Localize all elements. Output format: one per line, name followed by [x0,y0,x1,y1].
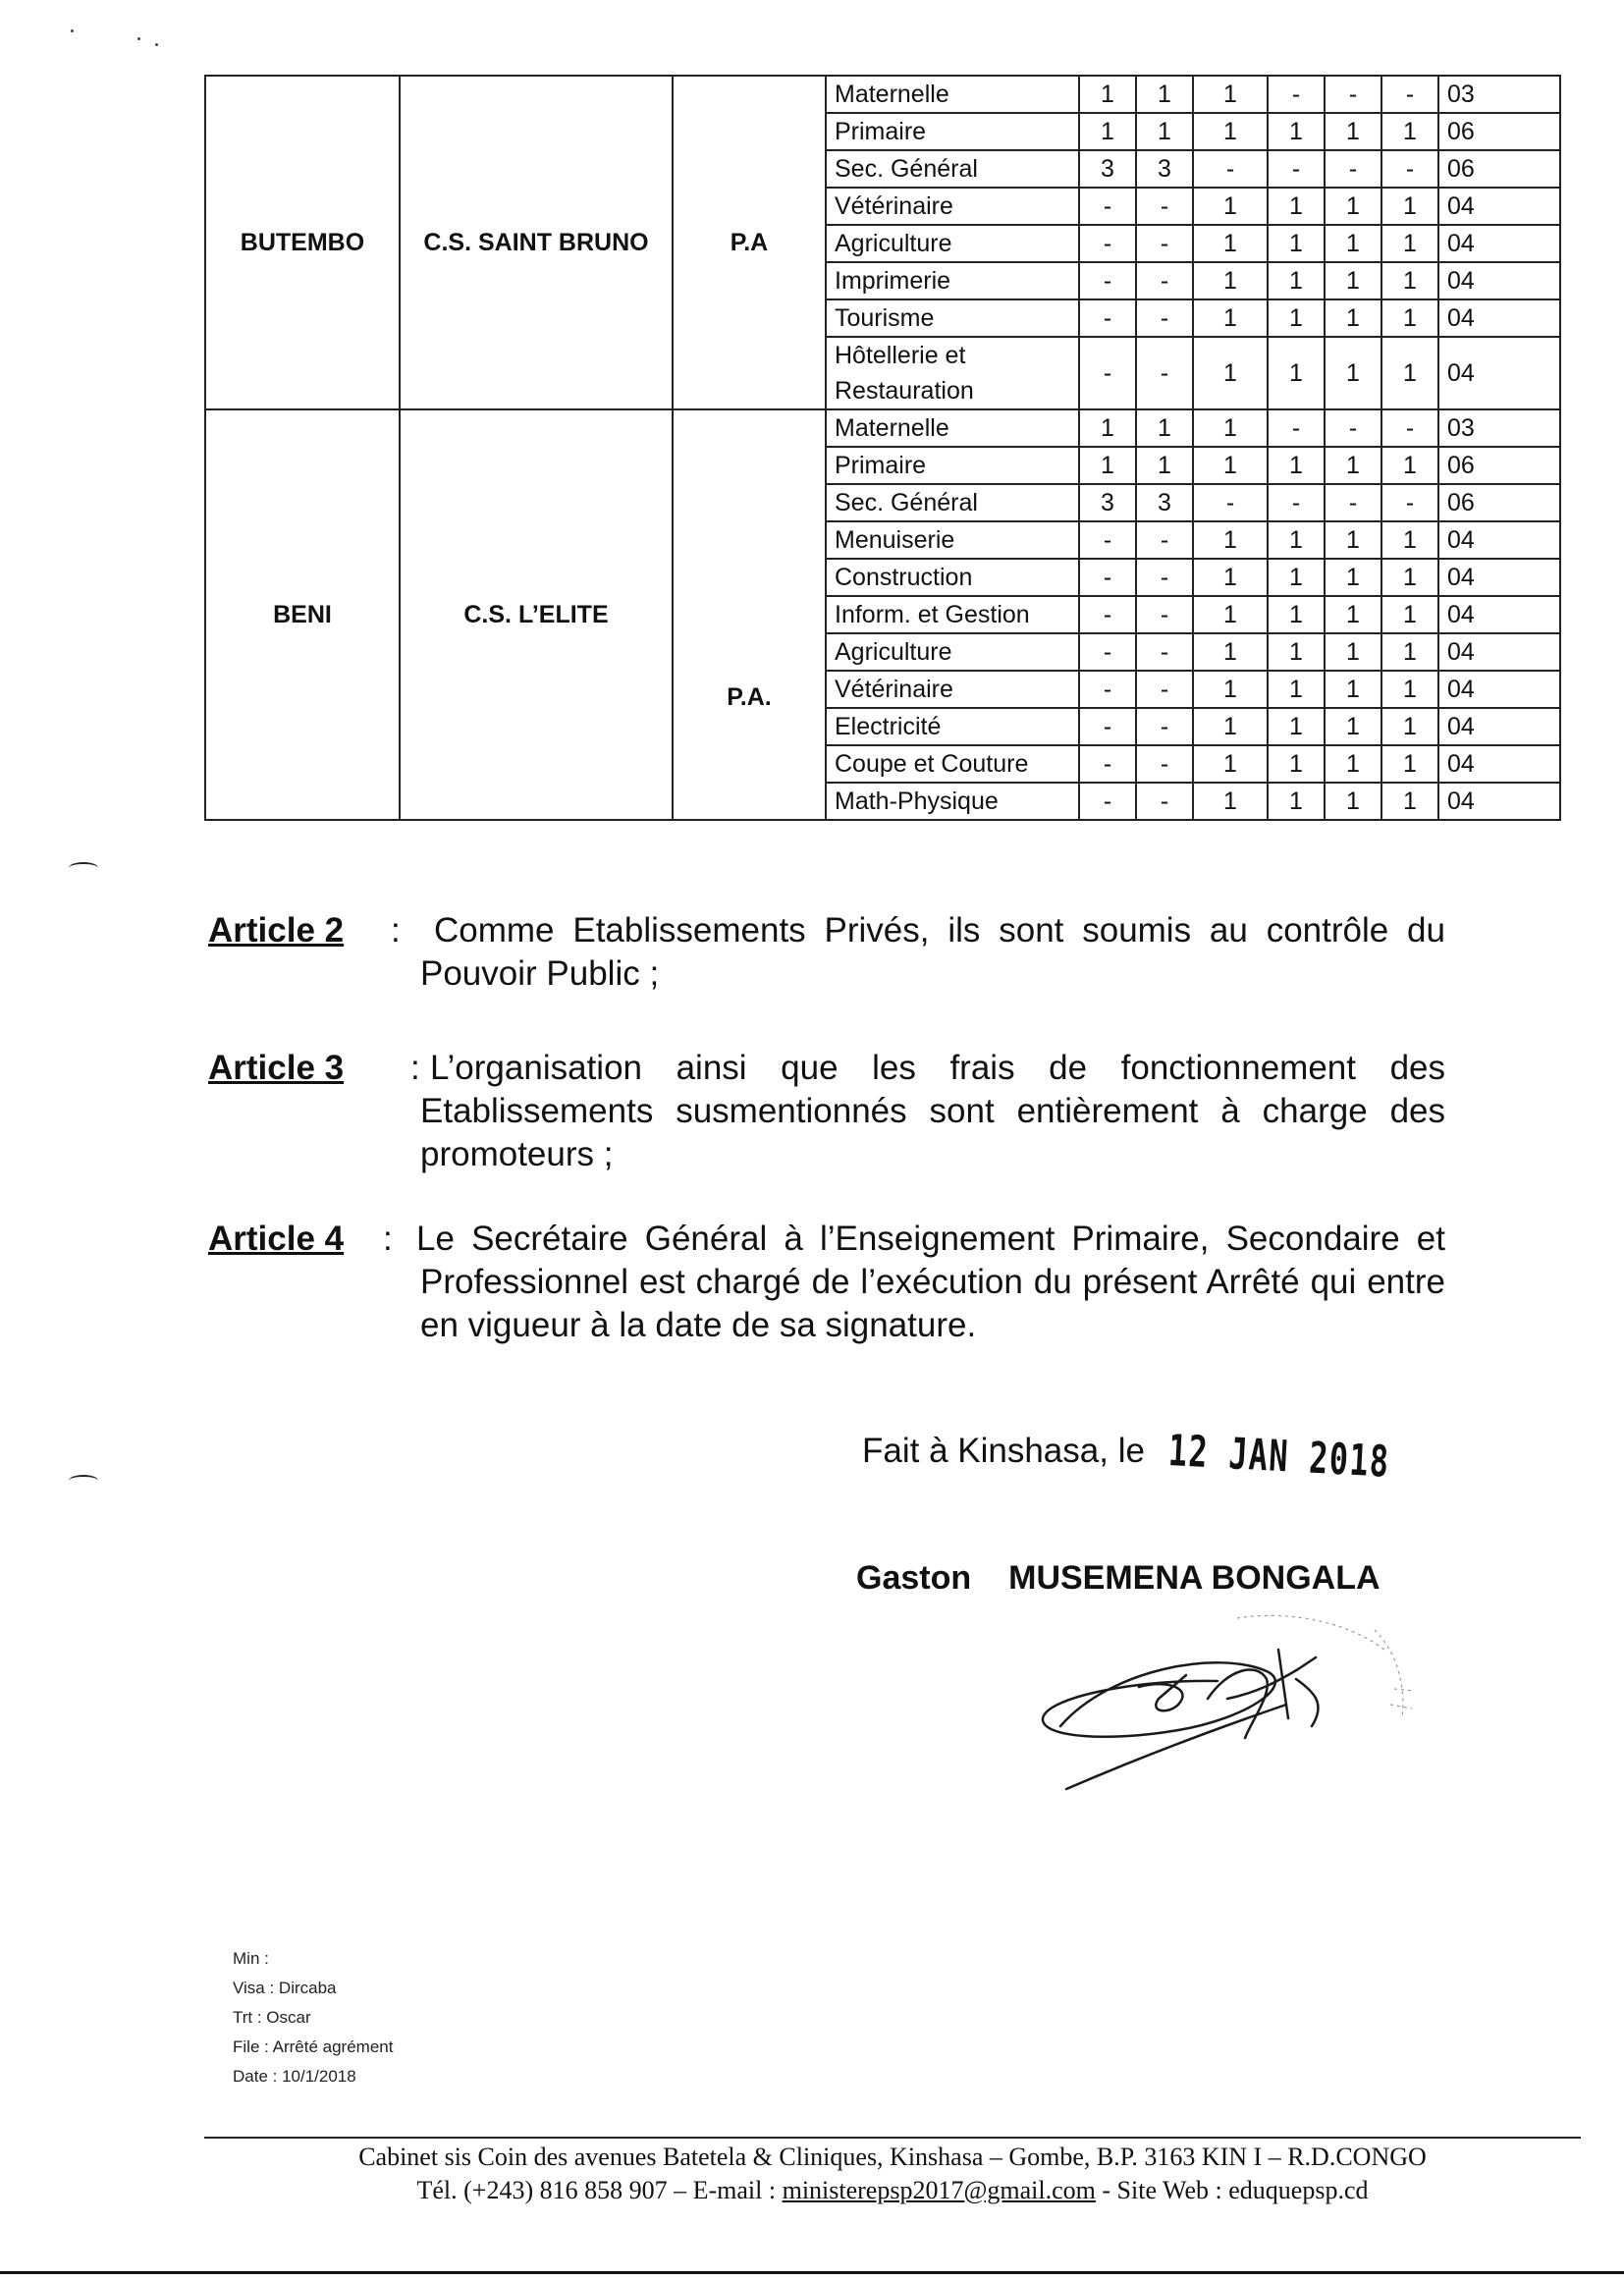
footer-contact [204,2174,1581,2207]
section-cell: Agriculture [826,633,1079,671]
class-count-cell: 1 [1079,113,1136,150]
class-count-cell: 1 [1268,633,1325,671]
schools-table-body [205,76,1560,820]
table-row [205,76,1560,113]
class-count-cell: - [1136,299,1193,337]
total-cell: 04 [1438,521,1560,559]
signer-name [856,1559,1380,1598]
footer [204,2141,1581,2207]
article-colon: : [391,911,401,950]
section-cell: Inform. et Gestion [826,596,1079,633]
section-cell: Primaire [826,447,1079,484]
class-count-cell: 1 [1136,447,1193,484]
section-cell: Coupe et Couture [826,745,1079,783]
class-count-cell: 1 [1136,76,1193,113]
class-count-cell: 1 [1381,521,1438,559]
total-cell: 03 [1438,409,1560,447]
section-cell: Electricité [826,708,1079,745]
class-count-cell: - [1136,188,1193,225]
class-count-cell: 1 [1381,299,1438,337]
class-count-cell: 1 [1268,299,1325,337]
class-count-cell: - [1079,521,1136,559]
routing-trt: Trt : Oscar [233,2008,311,2027]
class-count-cell: 1 [1381,447,1438,484]
scan-speck [155,43,158,46]
class-count-cell: - [1268,409,1325,447]
class-count-cell: 3 [1136,484,1193,521]
schools-table [204,75,1561,821]
total-cell: 04 [1438,188,1560,225]
article-3 [208,1047,1445,1180]
class-count-cell: 1 [1193,113,1268,150]
class-count-cell: - [1079,225,1136,262]
total-cell: 04 [1438,225,1560,262]
class-count-cell: - [1079,188,1136,225]
class-count-cell: 1 [1325,708,1381,745]
class-count-cell: - [1193,150,1268,188]
section-cell: Imprimerie [826,262,1079,299]
class-count-cell: 1 [1268,337,1325,409]
total-cell: 04 [1438,671,1560,708]
class-count-cell: 1 [1136,113,1193,150]
total-cell: 04 [1438,337,1560,409]
class-count-cell: 1 [1079,447,1136,484]
class-count-cell: 1 [1193,559,1268,596]
footer-phone: Tél. (+243) 816 858 907 – E-mail : [416,2176,783,2204]
class-count-cell: 1 [1381,262,1438,299]
article-colon: : [383,1220,393,1258]
footer-email-link[interactable]: ministerepsp2017@gmail.com [782,2176,1096,2204]
total-cell: 06 [1438,484,1560,521]
total-cell: 04 [1438,596,1560,633]
class-count-cell: - [1079,262,1136,299]
class-count-cell: - [1079,337,1136,409]
section-cell: Maternelle [826,76,1079,113]
class-count-cell: - [1136,521,1193,559]
scan-speck [137,37,140,40]
class-count-cell: - [1325,150,1381,188]
total-cell: 03 [1438,76,1560,113]
class-count-cell: 3 [1136,150,1193,188]
class-count-cell: - [1079,633,1136,671]
section-cell: Agriculture [826,225,1079,262]
footer-website: - Site Web : eduquepsp.cd [1095,2176,1369,2204]
class-count-cell: - [1079,559,1136,596]
class-count-cell: 1 [1381,671,1438,708]
total-cell: 04 [1438,262,1560,299]
class-count-cell: 1 [1325,337,1381,409]
class-count-cell: 1 [1268,447,1325,484]
article-text: Le Secrétaire Général à l’Enseignement Primaire, Secondaire et Professionnel est chargé de l’exécution du présent Arrêté qui entre en vigueur à la date de sa signature. [416,1220,1445,1344]
class-count-cell: 1 [1381,633,1438,671]
class-count-cell: 1 [1193,633,1268,671]
section-cell: Vétérinaire [826,671,1079,708]
class-count-cell: - [1079,299,1136,337]
article-text: L’organisation ainsi que les frais de fonctionnement des Etablissements susmentionnés sont entièrement à charge des promoteurs ; [420,1049,1445,1173]
class-count-cell: 1 [1193,671,1268,708]
class-count-cell: 1 [1381,337,1438,409]
class-count-cell: - [1136,671,1193,708]
date-stamp: 12 JAN 2018 [1166,1426,1391,1488]
class-count-cell: 1 [1381,559,1438,596]
class-count-cell: - [1136,262,1193,299]
class-count-cell: - [1325,409,1381,447]
class-count-cell: 1 [1193,447,1268,484]
article-2 [208,909,1445,1000]
class-count-cell: 1 [1381,783,1438,820]
class-count-cell: - [1325,484,1381,521]
class-count-cell: 1 [1325,633,1381,671]
class-count-cell: - [1136,225,1193,262]
class-count-cell: 1 [1268,596,1325,633]
class-count-cell: - [1268,484,1325,521]
class-count-cell: - [1381,409,1438,447]
class-count-cell: 1 [1193,708,1268,745]
class-count-cell: 1 [1268,188,1325,225]
class-count-cell: - [1136,745,1193,783]
class-count-cell: 1 [1136,409,1193,447]
section-cell: Construction [826,559,1079,596]
class-count-cell: 1 [1193,337,1268,409]
class-count-cell: 1 [1268,262,1325,299]
class-count-cell: 1 [1381,113,1438,150]
class-count-cell: - [1381,484,1438,521]
school-cell: C.S. L’ELITE [400,409,673,820]
class-count-cell: 1 [1325,299,1381,337]
scan-speck [71,29,74,32]
footer-address: Cabinet sis Coin des avenues Batetela & Cliniques, Kinshasa – Gombe, B.P. 3163 KIN I – R.D.CONGO [358,2143,1427,2171]
class-count-cell: - [1325,76,1381,113]
class-count-cell: 1 [1268,521,1325,559]
class-count-cell: 1 [1193,188,1268,225]
class-count-cell: 1 [1268,113,1325,150]
total-cell: 04 [1438,299,1560,337]
class-count-cell: 1 [1325,559,1381,596]
city-cell: BUTEMBO [205,76,400,409]
class-count-cell: 1 [1079,76,1136,113]
total-cell: 04 [1438,745,1560,783]
class-count-cell: 1 [1325,671,1381,708]
class-count-cell: - [1381,150,1438,188]
class-count-cell: 1 [1381,596,1438,633]
class-count-cell: 1 [1325,521,1381,559]
class-count-cell: 1 [1268,745,1325,783]
routing-date: Date : 10/1/2018 [233,2067,356,2086]
section-cell: Primaire [826,113,1079,150]
regime-cell: P.A. [673,409,826,820]
class-count-cell: 1 [1268,225,1325,262]
class-count-cell: - [1381,76,1438,113]
section-cell: Sec. Général [826,150,1079,188]
section-cell: Hôtellerie et Restauration [826,337,1079,409]
punch-hole-mark [69,1475,98,1487]
school-cell: C.S. SAINT BRUNO [400,76,673,409]
class-count-cell: - [1136,559,1193,596]
total-cell: 06 [1438,113,1560,150]
class-count-cell: 1 [1268,559,1325,596]
regime-cell: P.A [673,76,826,409]
class-count-cell: 1 [1325,188,1381,225]
class-count-cell: 1 [1268,708,1325,745]
total-cell: 04 [1438,559,1560,596]
class-count-cell: 1 [1268,671,1325,708]
class-count-cell: 1 [1325,745,1381,783]
class-count-cell: - [1136,337,1193,409]
page-bottom-rule [0,2271,1624,2274]
class-count-cell: 1 [1381,188,1438,225]
class-count-cell: 1 [1193,783,1268,820]
class-count-cell: 1 [1193,262,1268,299]
class-count-cell: 1 [1325,225,1381,262]
class-count-cell: 1 [1325,596,1381,633]
signer-first-name: Gaston [856,1559,972,1597]
class-count-cell: - [1268,76,1325,113]
total-cell: 04 [1438,633,1560,671]
class-count-cell: 1 [1381,225,1438,262]
class-count-cell: - [1079,708,1136,745]
class-count-cell: 1 [1079,409,1136,447]
class-count-cell: 1 [1268,783,1325,820]
total-cell: 06 [1438,447,1560,484]
class-count-cell: 1 [1193,596,1268,633]
class-count-cell: 1 [1325,783,1381,820]
class-count-cell: - [1136,596,1193,633]
routing-file: File : Arrêté agrément [233,2037,394,2056]
section-cell: Vétérinaire [826,188,1079,225]
class-count-cell: 1 [1325,262,1381,299]
class-count-cell: 1 [1381,745,1438,783]
class-count-cell: - [1079,745,1136,783]
routing-visa: Visa : Dircaba [233,1979,337,1997]
class-count-cell: 1 [1193,225,1268,262]
section-cell: Sec. Général [826,484,1079,521]
signer-last-name: MUSEMENA BONGALA [1008,1559,1380,1597]
table-row [205,409,1560,447]
city-cell: BENI [205,409,400,820]
section-cell: Math-Physique [826,783,1079,820]
class-count-cell: 3 [1079,484,1136,521]
article-4 [208,1218,1445,1351]
class-count-cell: 1 [1193,409,1268,447]
section-cell: Tourisme [826,299,1079,337]
class-count-cell: 1 [1193,521,1268,559]
class-count-cell: - [1136,633,1193,671]
total-cell: 06 [1438,150,1560,188]
class-count-cell: - [1136,708,1193,745]
class-count-cell: - [1079,783,1136,820]
article-label: Article 2 [208,911,345,950]
class-count-cell: - [1079,596,1136,633]
article-label: Article 4 [208,1220,345,1258]
section-cell: Maternelle [826,409,1079,447]
article-text: Comme Etablissements Privés, ils sont soumis au contrôle du Pouvoir Public ; [420,911,1445,993]
place-date-line: Fait à Kinshasa, le [862,1432,1145,1470]
handwritten-signature [1021,1610,1434,1807]
class-count-cell: - [1193,484,1268,521]
article-label: Article 3 [208,1049,345,1087]
class-count-cell: 3 [1079,150,1136,188]
class-count-cell: - [1268,150,1325,188]
class-count-cell: - [1136,783,1193,820]
routing-min: Min : [233,1949,269,1968]
class-count-cell: 1 [1193,745,1268,783]
routing-notes [233,1944,393,2091]
total-cell: 04 [1438,783,1560,820]
class-count-cell: 1 [1193,76,1268,113]
article-colon: : [410,1049,420,1087]
total-cell: 04 [1438,708,1560,745]
footer-divider [204,2137,1581,2139]
class-count-cell: 1 [1193,299,1268,337]
punch-hole-mark [69,862,98,874]
class-count-cell: 1 [1381,708,1438,745]
class-count-cell: 1 [1325,447,1381,484]
section-cell: Menuiserie [826,521,1079,559]
class-count-cell: - [1079,671,1136,708]
class-count-cell: 1 [1325,113,1381,150]
